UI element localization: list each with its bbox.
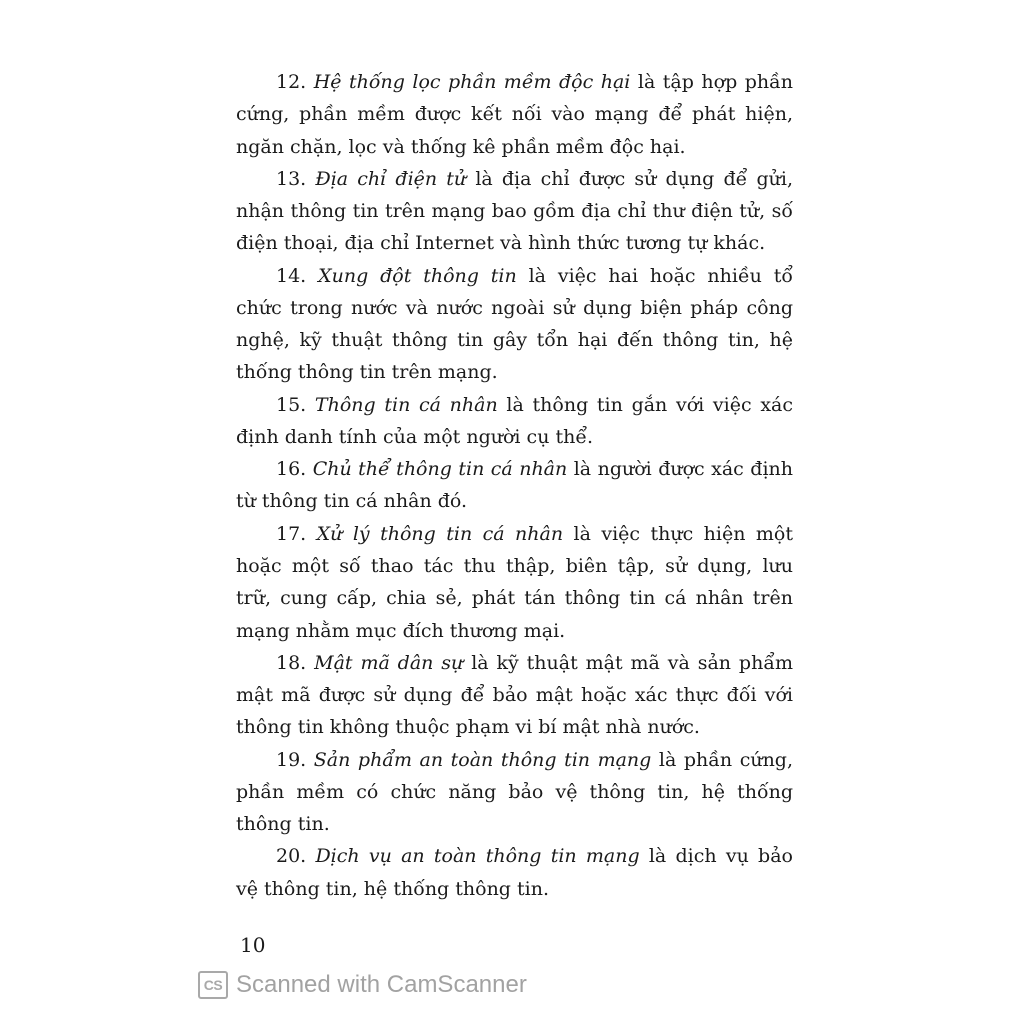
lead-text: là phần cứng, xyxy=(658,748,794,771)
defined-term: Mật mã dân sự xyxy=(314,651,464,674)
lead-text: là địa chỉ được sử dụng để gửi, xyxy=(475,167,794,190)
lead-text: là việc thực hiện một xyxy=(573,522,793,545)
text-line: thống thông tin trên mạng. xyxy=(236,361,498,384)
lead-text: là tập hợp phần xyxy=(637,71,793,93)
definition-item-18 xyxy=(236,647,793,744)
text-line: ngăn chặn, lọc và thống kê phần mềm độc hại. xyxy=(236,135,686,158)
definition-lead-line xyxy=(276,260,793,292)
page-number: 10 xyxy=(240,933,266,957)
text-line: mạng nhằm mục đích thương mại. xyxy=(236,619,566,642)
defined-term: Địa chỉ điện tử xyxy=(315,167,467,190)
definition-item-19 xyxy=(236,744,793,841)
lead-text: là kỹ thuật mật mã và sản phẩm xyxy=(471,651,793,674)
text-line: phần mềm có chức năng bảo vệ thông tin, hệ thống xyxy=(236,780,793,803)
lead-text: là người được xác định xyxy=(573,458,794,481)
item-number: 20. xyxy=(276,845,307,868)
definition-item-17 xyxy=(236,518,793,647)
text-line: chức trong nước và nước ngoài sử dụng biện pháp công xyxy=(236,296,793,319)
definition-item-13 xyxy=(236,163,793,260)
definition-item-15 xyxy=(236,389,793,454)
camscanner-watermark xyxy=(198,970,527,1000)
definition-item-14 xyxy=(236,260,793,389)
text-line: từ thông tin cá nhân đó. xyxy=(236,490,468,513)
item-number: 19. xyxy=(276,748,307,771)
text-line: trữ, cung cấp, chia sẻ, phát tán thông tin cá nhân trên xyxy=(236,587,793,610)
lead-text: là dịch vụ bảo xyxy=(648,845,793,868)
text-line: thông tin. xyxy=(236,813,330,836)
lead-text: là việc hai hoặc nhiều tổ xyxy=(528,264,793,287)
definition-lead-line xyxy=(276,389,793,421)
definition-lead-line xyxy=(276,163,793,195)
text-line: định danh tính của một người cụ thể. xyxy=(236,425,594,448)
definition-lead-line xyxy=(276,840,793,872)
item-number: 17. xyxy=(276,522,307,545)
item-number: 12. xyxy=(276,71,307,93)
defined-term: Xử lý thông tin cá nhân xyxy=(316,522,564,545)
definition-lead-line xyxy=(276,66,793,98)
lead-text: là thông tin gắn với việc xác xyxy=(506,393,793,416)
item-number: 14. xyxy=(276,264,307,287)
text-line: thông tin không thuộc phạm vi bí mật nhà nước. xyxy=(236,716,700,739)
text-line: mật mã được sử dụng để bảo mật hoặc xác thực đối với xyxy=(236,684,793,707)
definition-lead-line xyxy=(276,647,793,679)
camscanner-logo-icon: CS xyxy=(198,971,228,999)
item-number: 15. xyxy=(276,393,307,416)
defined-term: Thông tin cá nhân xyxy=(314,393,498,416)
definition-lead-line xyxy=(276,518,793,550)
definition-lead-line xyxy=(276,453,793,485)
definitions-list xyxy=(236,66,793,905)
text-line: hoặc một số thao tác thu thập, biên tập, sử dụng, lưu xyxy=(236,554,793,577)
defined-term: Dịch vụ an toàn thông tin mạng xyxy=(315,845,640,868)
text-line: cứng, phần mềm được kết nối vào mạng để phát hiện, xyxy=(236,103,793,126)
item-number: 13. xyxy=(276,167,307,190)
text-line: điện thoại, địa chỉ Internet và hình thức tương tự khác. xyxy=(236,232,766,255)
item-number: 16. xyxy=(276,458,307,481)
definition-lead-line xyxy=(276,744,793,776)
defined-term: Sản phẩm an toàn thông tin mạng xyxy=(313,748,652,771)
defined-term: Hệ thống lọc phần mềm độc hại xyxy=(313,71,631,93)
definition-item-16 xyxy=(236,453,793,518)
defined-term: Xung đột thông tin xyxy=(318,264,517,287)
defined-term: Chủ thể thông tin cá nhân xyxy=(312,458,568,481)
definition-item-12 xyxy=(236,66,793,163)
text-line: nhận thông tin trên mạng bao gồm địa chỉ thư điện tử, số xyxy=(236,200,793,223)
text-line: nghệ, kỹ thuật thông tin gây tổn hại đến thông tin, hệ xyxy=(236,329,793,352)
item-number: 18. xyxy=(276,651,307,674)
text-line: vệ thông tin, hệ thống thông tin. xyxy=(236,877,549,900)
watermark-text: Scanned with CamScanner xyxy=(236,971,527,998)
definition-item-20 xyxy=(236,840,793,905)
